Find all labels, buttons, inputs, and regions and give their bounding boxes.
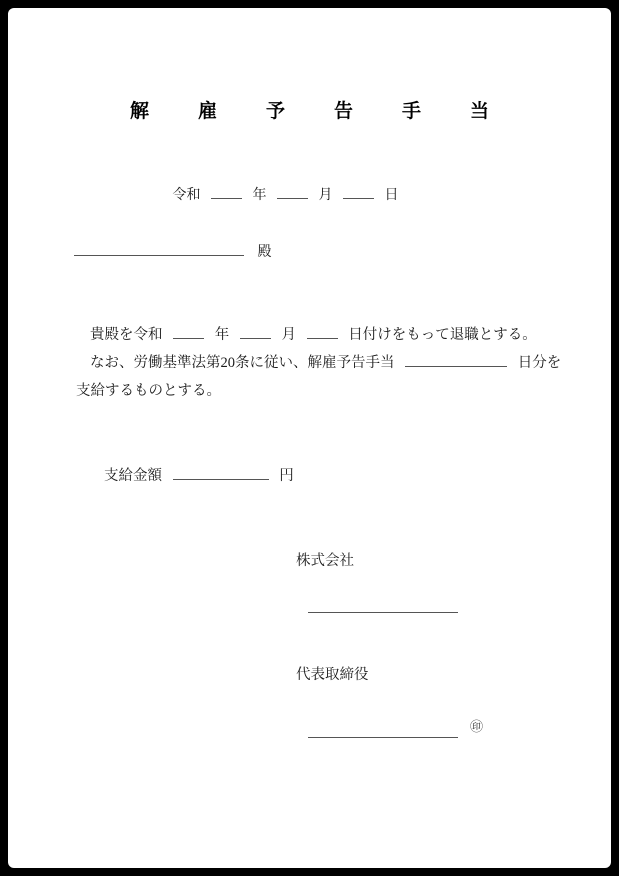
amount-line: [104, 464, 294, 485]
officer-title-label: 代表取締役: [296, 667, 369, 683]
company-name-blank[interactable]: [308, 612, 458, 613]
body-line-3: 支給するものとする。: [76, 383, 221, 399]
body-line-2-prefix: なお、労働基準法第20条に従い、解雇予告手当: [90, 355, 395, 371]
retire-day-blank[interactable]: [307, 338, 338, 339]
seal-icon: ㊞: [470, 719, 484, 734]
body-text: [76, 321, 576, 405]
company-label: 株式会社: [296, 553, 354, 569]
day-blank[interactable]: [343, 198, 374, 199]
body-line-1-prefix: 貴殿を令和: [90, 327, 163, 343]
recipient-line: [74, 241, 272, 261]
amount-blank[interactable]: [173, 479, 269, 480]
allowance-days-blank[interactable]: [405, 366, 507, 367]
recipient-suffix-label: 殿: [257, 245, 272, 260]
officer-name-blank[interactable]: [308, 737, 458, 738]
amount-label: 支給金額: [104, 468, 162, 484]
page-title: 解 雇 予 告 手 当: [129, 101, 504, 122]
retire-year-unit: 年: [214, 327, 230, 343]
body-line-2-suffix: 日分を: [517, 355, 562, 371]
retire-month-unit: 月: [281, 327, 296, 343]
day-unit-label: 日: [384, 188, 399, 203]
retire-year-blank[interactable]: [173, 338, 204, 339]
year-blank[interactable]: [211, 198, 242, 199]
era-label: 令和: [172, 188, 201, 203]
month-blank[interactable]: [277, 198, 308, 199]
document-page: [8, 8, 611, 868]
body-line-2: [76, 349, 576, 377]
date-line: [8, 184, 611, 204]
recipient-name-blank[interactable]: [74, 255, 244, 256]
body-line-1-suffix: 日付けをもって退職とする。: [348, 327, 537, 343]
year-unit-label: 年: [252, 188, 267, 203]
amount-unit-label: 円: [279, 468, 294, 484]
body-line-1: [76, 321, 576, 349]
month-unit-label: 月: [318, 188, 333, 203]
retire-month-blank[interactable]: [240, 338, 271, 339]
